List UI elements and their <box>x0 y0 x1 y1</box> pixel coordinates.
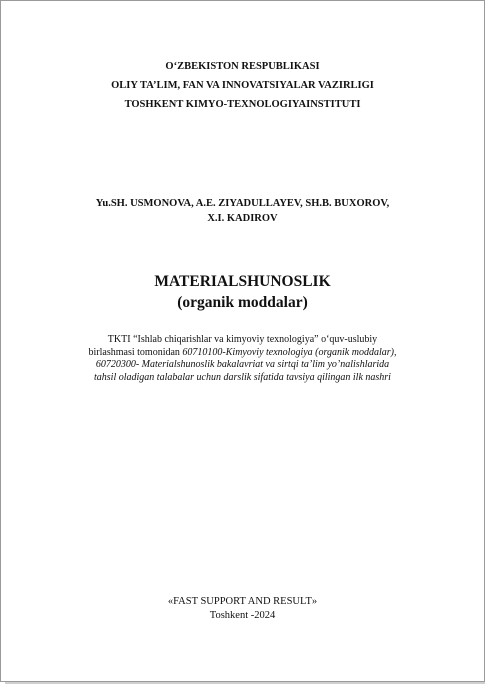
description-line-2-plain: birlashmasi tomonidan <box>88 346 183 358</box>
book-subtitle: (organik moddalar) <box>177 294 308 311</box>
publisher-block <box>1 595 484 623</box>
ministry-header <box>1 57 484 114</box>
book-title: MATERIALSHUNOSLIK <box>154 273 331 290</box>
authors-block <box>1 196 484 226</box>
country-line: O‘ZBEKISTON RESPUBLIKASI <box>165 61 320 72</box>
ministry-line: OLIY TA’LIM, FAN VA INNOVATSIYALAR VAZIRLIGI <box>111 80 374 91</box>
description-line-2-italic: 60710100-Kimyoviy texnologiya (organik moddalar), <box>182 346 397 358</box>
authors-line-2: X.I. KADIROV <box>207 213 278 224</box>
description-line-1: TKTI “Ishlab chiqarishlar va kimyoviy texnologiya” o‘quv-uslubiy <box>107 334 378 345</box>
approval-description <box>1 334 484 384</box>
description-line-4: tahsil oladigan talabalar uchun darslik sifatida tavsiya qilingan ilk nashri <box>94 371 391 383</box>
publisher-name: «FAST SUPPORT AND RESULT» <box>167 596 318 607</box>
publication-city-year: Toshkent -2024 <box>209 610 276 621</box>
authors-line-1: Yu.SH. USMONOVA, A.E. ZIYADULLAYEV, SH.B. BUXOROV, <box>95 198 390 209</box>
description-line-2 <box>1 347 484 360</box>
description-line-3: 60720300- Materialshunoslik bakalavriat va sirtqi ta’lim yo’nalishlarida <box>95 359 390 370</box>
institute-line: TOSHKENT KIMYO-TEXNOLOGIYAINSTITUTI <box>124 99 361 110</box>
